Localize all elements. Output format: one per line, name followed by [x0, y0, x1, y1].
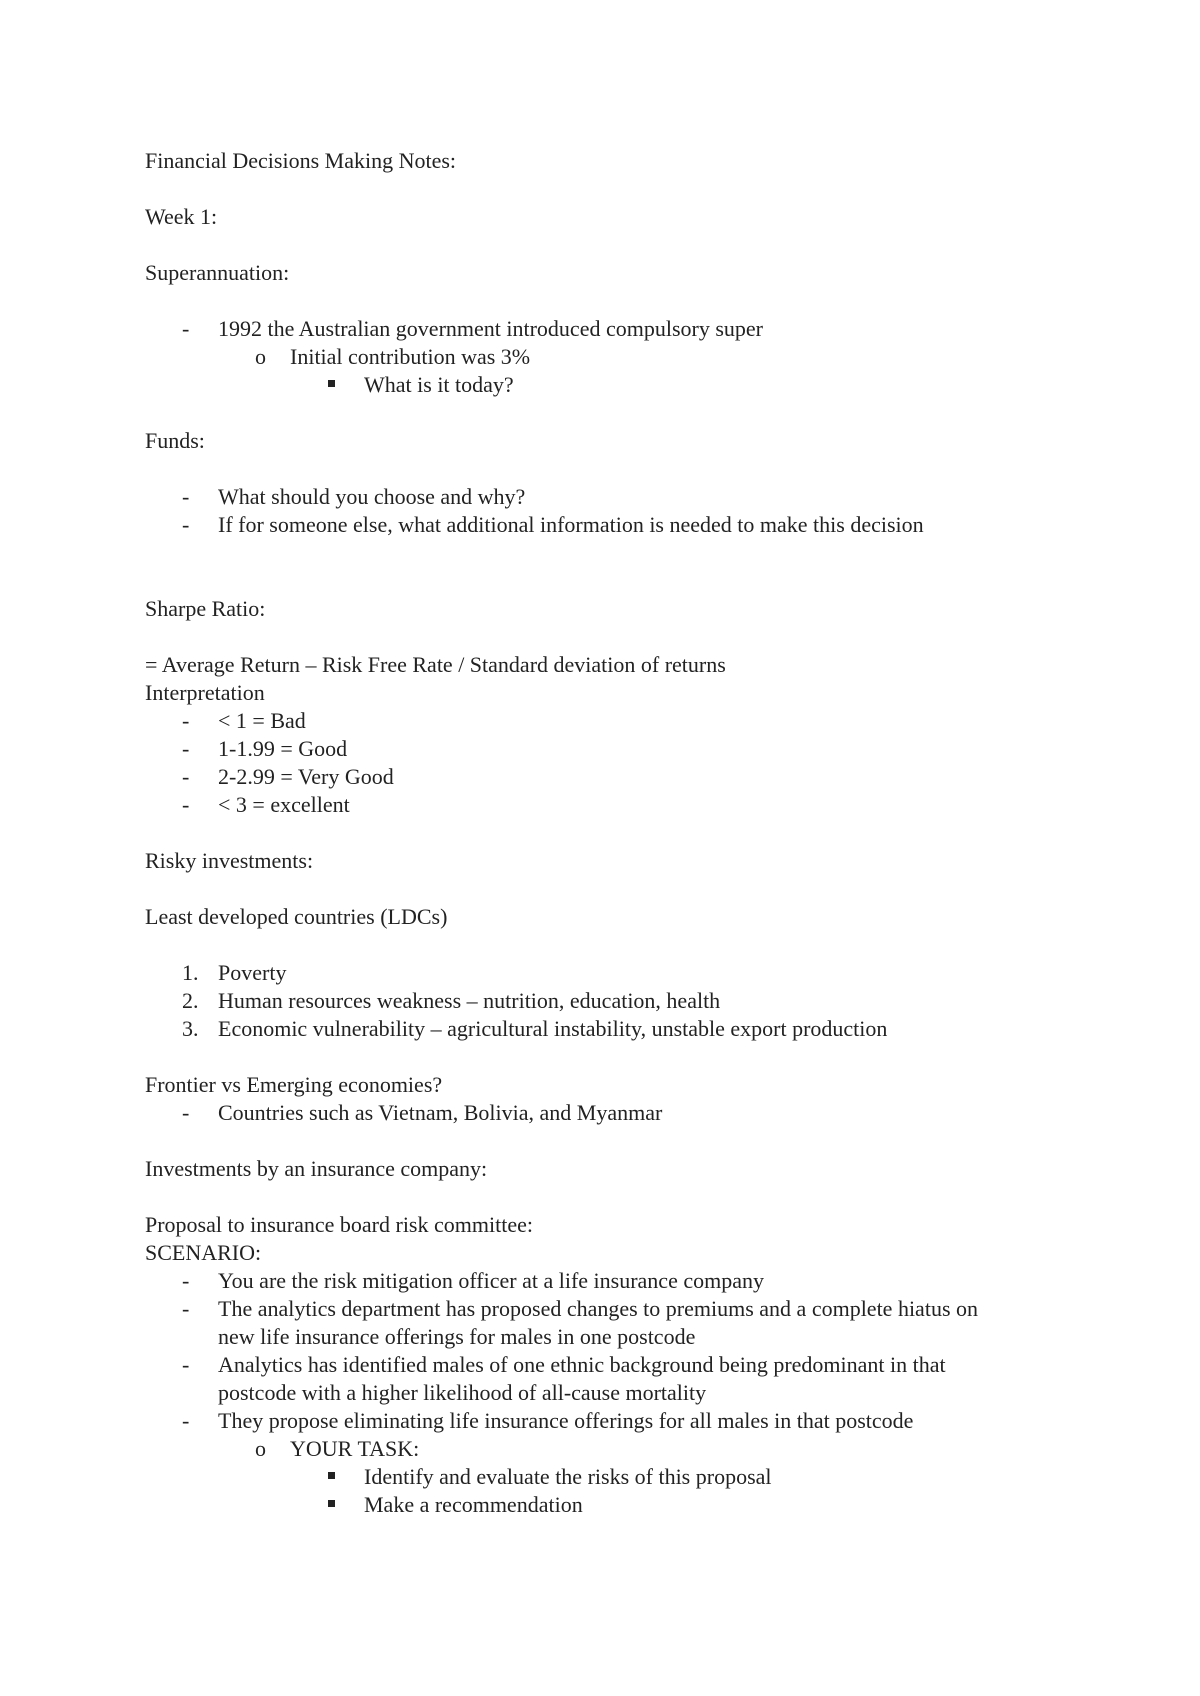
sharpe-item: 1-1.99 = Good [218, 736, 348, 761]
funds-item: If for someone else, what additional information is needed to make this decision [218, 512, 924, 537]
ldc-heading: Least developed countries (LDCs) [145, 904, 448, 929]
superannuation-item: 1992 the Australian government introduced compulsory super [218, 316, 763, 341]
square-bullet [328, 1463, 335, 1491]
task-item: Identify and evaluate the risks of this proposal [364, 1464, 772, 1489]
document-title: Financial Decisions Making Notes: [145, 148, 457, 173]
scenario-item: They propose eliminating life insurance offerings for all males in that postcode [218, 1408, 914, 1433]
dash-marker: - [182, 764, 190, 789]
circle-marker: o [255, 1436, 266, 1461]
ldc-item: Poverty [218, 960, 287, 985]
number-marker: 2. [182, 988, 199, 1013]
scenario-item-continuation: new life insurance offerings for males in one postcode [218, 1324, 696, 1349]
dash-marker: - [182, 512, 190, 537]
superannuation-subitem: Initial contribution was 3% [290, 344, 531, 369]
dash-marker: - [182, 708, 190, 733]
number-marker: 1. [182, 960, 199, 985]
dash-marker: - [182, 1408, 190, 1433]
scenario-item: The analytics department has proposed changes to premiums and a complete hiatus on [218, 1296, 978, 1321]
ldc-item: Human resources weakness – nutrition, education, health [218, 988, 721, 1013]
circle-marker: o [255, 344, 266, 369]
proposal-heading: Proposal to insurance board risk committee: [145, 1212, 533, 1237]
square-bullet [328, 1491, 335, 1519]
dash-marker: - [182, 1296, 190, 1321]
sharpe-formula: = Average Return – Risk Free Rate / Standard deviation of returns [145, 652, 726, 677]
funds-item: What should you choose and why? [218, 484, 526, 509]
task-item: Make a recommendation [364, 1492, 583, 1517]
dash-marker: - [182, 792, 190, 817]
sharpe-item: < 3 = excellent [218, 792, 350, 817]
frontier-heading: Frontier vs Emerging economies? [145, 1072, 443, 1097]
scenario-item-continuation: postcode with a higher likelihood of all-cause mortality [218, 1380, 707, 1405]
task-label: YOUR TASK: [290, 1436, 420, 1461]
number-marker: 3. [182, 1016, 199, 1041]
risky-heading: Risky investments: [145, 848, 314, 873]
sharpe-heading: Sharpe Ratio: [145, 596, 266, 621]
superannuation-subsubitem: What is it today? [364, 372, 514, 397]
frontier-item: Countries such as Vietnam, Bolivia, and Myanmar [218, 1100, 663, 1125]
dash-marker: - [182, 1352, 190, 1377]
week-heading: Week 1: [145, 204, 218, 229]
dash-marker: - [182, 736, 190, 761]
interpretation-label: Interpretation [145, 680, 265, 705]
insurance-heading: Investments by an insurance company: [145, 1156, 488, 1181]
scenario-item: You are the risk mitigation officer at a life insurance company [218, 1268, 764, 1293]
scenario-label: SCENARIO: [145, 1240, 262, 1265]
sharpe-item: 2-2.99 = Very Good [218, 764, 394, 789]
ldc-item: Economic vulnerability – agricultural instability, unstable export production [218, 1016, 888, 1041]
square-bullet [328, 371, 335, 399]
dash-marker: - [182, 316, 190, 341]
dash-marker: - [182, 1268, 190, 1293]
sharpe-item: < 1 = Bad [218, 708, 306, 733]
scenario-item: Analytics has identified males of one ethnic background being predominant in that [218, 1352, 946, 1377]
funds-heading: Funds: [145, 428, 205, 453]
dash-marker: - [182, 484, 190, 509]
dash-marker: - [182, 1100, 190, 1125]
superannuation-heading: Superannuation: [145, 260, 290, 285]
